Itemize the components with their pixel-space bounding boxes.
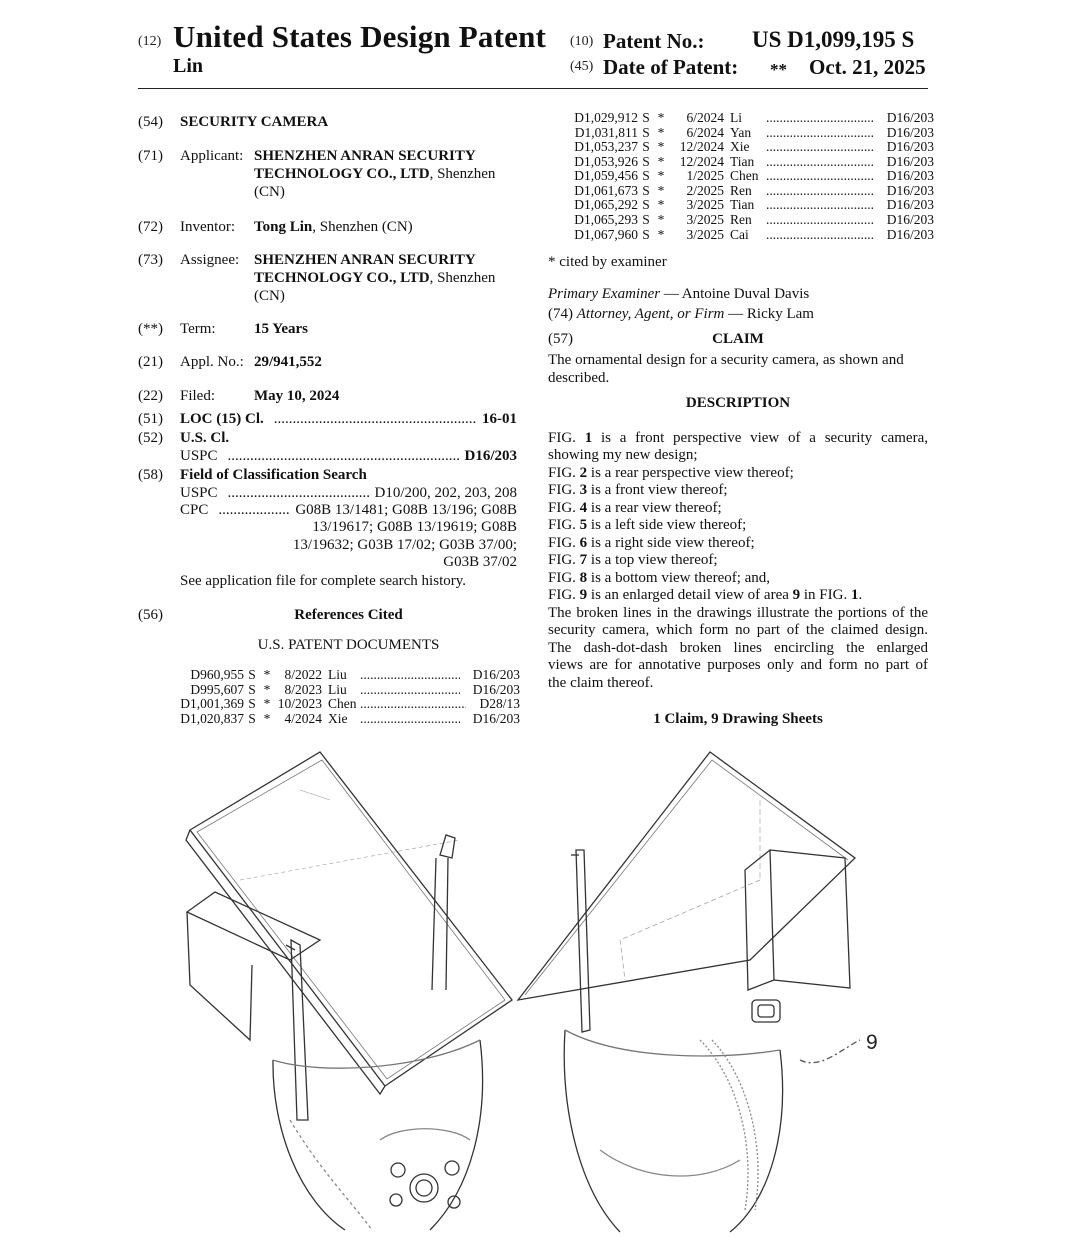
ref-date: 4/2024 [284, 711, 322, 726]
broken-lines-text-4: views are for annotative purposes only and form no part of [548, 657, 928, 673]
ref-date: 10/2023 [277, 696, 322, 711]
applicant-company: TECHNOLOGY CO., LTD [254, 166, 430, 182]
claims-sheets-count: 1 Claim, 9 Drawing Sheets [653, 711, 823, 727]
desc-text: FIG. [548, 465, 580, 481]
desc-text: is an enlarged detail view of area [587, 587, 793, 603]
ref-class: D16/203 [886, 125, 934, 140]
loc-label: LOC (15) Cl. [180, 411, 264, 427]
search-cpc-line4: G03B 37/02 [443, 554, 517, 570]
leader-dots [274, 410, 476, 428]
ref-kind: S [642, 227, 650, 242]
description-fig7 [548, 552, 718, 570]
desc-text: in FIG. [800, 587, 851, 603]
date-label: Date of Patent: [603, 55, 739, 79]
ref-kind: S [642, 110, 650, 125]
desc-text: showing my new design; [548, 447, 698, 463]
ref-name: Liu [328, 682, 347, 697]
search-cpc-line2: 13/19617; G08B 13/19619; G08B [312, 519, 517, 535]
code-51: (51) [138, 411, 163, 427]
desc-text: FIG. [548, 587, 580, 603]
code-term: (**) [138, 321, 163, 337]
attorney-label: Attorney, Agent, or Firm [576, 306, 725, 322]
header-divider [138, 88, 928, 89]
ref-star: * [263, 682, 271, 697]
leader-dots [766, 213, 874, 228]
description-title: DESCRIPTION [685, 395, 791, 411]
reference-row [560, 198, 934, 213]
leader-dots [360, 712, 460, 727]
examiner-name: — Antoine Duval Davis [660, 286, 810, 302]
search-cpc-line3: 13/19632; G03B 17/02; G03B 37/00; [292, 537, 517, 553]
leader-dots [766, 155, 874, 170]
ref-star: * [657, 154, 665, 169]
code-12: (12) [138, 34, 162, 49]
claim-title: CLAIM [712, 331, 764, 347]
code-21: (21) [138, 354, 163, 370]
ref-name: Xie [730, 139, 750, 154]
code-57: (57) [548, 331, 573, 347]
assignee-label: Assignee: [180, 252, 240, 268]
ref-kind: S [248, 667, 256, 682]
term-label: Term: [180, 321, 216, 337]
leader-dots [766, 126, 874, 141]
ref-name: Chen [328, 696, 357, 711]
code-56: (56) [138, 607, 163, 623]
design-title: SECURITY CAMERA [180, 114, 329, 130]
patent-header [0, 0, 1080, 90]
broken-lines-text-3: The dash-dot-dash broken lines encircling the enlarged [548, 640, 928, 656]
us-patent-documents-title: U.S. PATENT DOCUMENTS [257, 637, 440, 653]
fig-number: 3 [579, 482, 588, 498]
ref-class: D28/13 [479, 696, 520, 711]
ref-date: 6/2024 [686, 125, 724, 140]
description-fig2 [548, 465, 794, 483]
ref-star: * [657, 227, 665, 242]
code-54: (54) [138, 114, 163, 130]
reference-row [560, 169, 934, 184]
description-fig6 [548, 535, 755, 553]
desc-text: is a front perspective view of a security camera, [592, 430, 928, 446]
camera-right-view [518, 752, 860, 1232]
ref-date: 3/2025 [686, 212, 724, 227]
detail-area-label: 9 [866, 1031, 878, 1054]
fig-number: 8 [579, 570, 588, 586]
ref-date: 6/2024 [686, 110, 724, 125]
code-74: (74) [548, 306, 573, 322]
ref-number: D1,059,456 [574, 168, 638, 183]
ref-kind: S [642, 139, 650, 154]
ref-name: Tian [730, 197, 755, 212]
appl-no-label: Appl. No.: [180, 354, 244, 370]
appl-no-value: 29/941,552 [254, 354, 322, 370]
ref-class: D16/203 [886, 168, 934, 183]
code-45: (45) [570, 59, 594, 74]
inventor-surname: Lin [173, 55, 204, 77]
uspc-classification [180, 447, 517, 465]
description-fig1 [548, 430, 928, 448]
assignee-line1: SHENZHEN ANRAN SECURITY [254, 252, 476, 268]
ref-kind: S [642, 197, 650, 212]
desc-text: FIG. [548, 430, 585, 446]
leader-dots [766, 184, 874, 199]
ref-class: D16/203 [886, 197, 934, 212]
code-52: (52) [138, 430, 163, 446]
leader-dots [766, 228, 874, 243]
description-fig1-cont [548, 447, 698, 465]
uspc-label: USPC [180, 448, 218, 464]
claim-text-line1: The ornamental design for a security camera, as shown and [548, 352, 904, 368]
ref-number: D1,053,237 [574, 139, 638, 154]
term-value: 15 Years [254, 321, 309, 337]
leader-dots [766, 169, 874, 184]
desc-text: is a rear perspective view thereof; [587, 465, 794, 481]
patent-date: Oct. 21, 2025 [809, 55, 926, 79]
reference-row [560, 213, 934, 228]
filed-label: Filed: [180, 388, 216, 404]
code-22: (22) [138, 388, 163, 404]
ref-class: D16/203 [472, 667, 520, 682]
ref-star: * [263, 711, 271, 726]
loc-value: 16-01 [482, 411, 517, 427]
code-71: (71) [138, 148, 163, 164]
ref-kind: S [248, 682, 256, 697]
ref-date: 12/2024 [679, 154, 724, 169]
ref-number: D1,053,926 [574, 154, 638, 169]
ref-name: Yan [730, 125, 752, 140]
field-search-label: Field of Classification Search [180, 467, 367, 483]
reference-row [150, 712, 520, 727]
ref-number: D1,067,960 [574, 227, 638, 242]
references-cited-title: References Cited [294, 607, 403, 623]
ref-number: D995,607 [190, 682, 244, 697]
ref-kind: S [642, 212, 650, 227]
leader-dots [360, 668, 460, 683]
ref-kind: S [642, 125, 650, 140]
leader-dots [766, 111, 874, 126]
ref-number: D1,029,912 [574, 110, 638, 125]
ref-name: Chen [730, 168, 759, 183]
date-marker: ** [770, 60, 787, 79]
filed-value: May 10, 2024 [254, 388, 340, 404]
ref-date: 3/2025 [686, 197, 724, 212]
description-fig3 [548, 482, 728, 500]
assignee-company: TECHNOLOGY CO., LTD [254, 270, 430, 286]
leader-dots [360, 683, 460, 698]
fig-number: 2 [579, 465, 588, 481]
ref-class: D16/203 [886, 227, 934, 242]
fig-number: 7 [579, 552, 588, 568]
desc-text: is a front view thereof; [587, 482, 728, 498]
ref-class: D16/203 [886, 154, 934, 169]
description-fig8 [548, 570, 770, 588]
inventor-name: Tong Lin [254, 219, 313, 235]
fig-number: 4 [579, 500, 588, 516]
us-cl-label: U.S. Cl. [180, 430, 230, 446]
search-uspc-value: D10/200, 202, 203, 208 [374, 485, 517, 501]
ref-class: D16/203 [886, 110, 934, 125]
ref-date: 8/2022 [284, 667, 322, 682]
ref-number: D1,001,369 [180, 696, 244, 711]
desc-text: FIG. [548, 482, 580, 498]
attorney-line [548, 305, 814, 323]
ref-kind: S [248, 711, 256, 726]
code-73: (73) [138, 252, 163, 268]
code-72: (72) [138, 219, 163, 235]
inventor-location: , Shenzhen (CN) [312, 219, 413, 235]
fig-number: 1 [850, 587, 859, 603]
uspc-value: D16/203 [464, 448, 517, 464]
description-fig4 [548, 500, 722, 518]
ref-number: D1,061,673 [574, 183, 638, 198]
leader-dots [228, 484, 369, 502]
ref-name: Cai [730, 227, 749, 242]
desc-text: is a top view thereof; [587, 552, 718, 568]
broken-lines-text-2: security camera, which form no part of the claimed design. [548, 622, 928, 638]
claim-text-line2: described. [548, 370, 610, 386]
ref-star: * [657, 139, 665, 154]
inventor-label: Inventor: [180, 219, 235, 235]
ref-date: 3/2025 [686, 227, 724, 242]
ref-date: 1/2025 [686, 168, 724, 183]
desc-text: is a left side view thereof; [587, 517, 747, 533]
ref-class: D16/203 [886, 212, 934, 227]
broken-lines-text-5: the claim thereof. [548, 675, 654, 691]
desc-text: is a right side view thereof; [587, 535, 755, 551]
leader-dots [228, 447, 459, 465]
examiner-label: Primary Examiner [548, 286, 661, 302]
applicant-line2 [254, 165, 495, 183]
search-cpc [180, 501, 517, 519]
ref-star: * [263, 667, 271, 682]
ref-number: D1,031,811 [574, 125, 638, 140]
search-cpc-label: CPC [180, 502, 209, 518]
applicant-label: Applicant: [180, 148, 244, 164]
leader-dots [766, 198, 874, 213]
applicant-city: , Shenzhen [429, 166, 496, 182]
leader-dots [766, 140, 874, 155]
applicant-line1: SHENZHEN ANRAN SECURITY [254, 148, 476, 164]
search-uspc-label: USPC [180, 485, 218, 501]
search-cpc-line1: G08B 13/1481; G08B 13/196; G08B [295, 502, 517, 518]
area-number: 9 [792, 587, 801, 603]
leader-dots [218, 501, 289, 519]
ref-name: Xie [328, 711, 348, 726]
ref-date: 8/2023 [284, 682, 322, 697]
patent-type-title: United States Design Patent [173, 19, 547, 54]
reference-row [560, 228, 934, 243]
fig-number: 5 [579, 517, 588, 533]
desc-text: FIG. [548, 500, 580, 516]
desc-text: FIG. [548, 552, 580, 568]
ref-star: * [657, 183, 665, 198]
ref-name: Liu [328, 667, 347, 682]
primary-examiner [548, 285, 809, 303]
desc-text: . [858, 587, 863, 603]
code-10: (10) [570, 34, 594, 49]
ref-name: Li [730, 110, 742, 125]
assignee-country: (CN) [254, 288, 285, 304]
search-history-note: See application file for complete search history. [180, 573, 467, 589]
ref-class: D16/203 [886, 139, 934, 154]
broken-lines-text-1: The broken lines in the drawings illustrate the portions of the [548, 605, 928, 621]
ref-date: 2/2025 [686, 183, 724, 198]
ref-name: Tian [730, 154, 755, 169]
attorney-name: — Ricky Lam [724, 306, 814, 322]
leader-dots [360, 697, 466, 712]
ref-kind: S [642, 183, 650, 198]
ref-star: * [657, 197, 665, 212]
ref-star: * [263, 696, 271, 711]
desc-text: is a rear view thereof; [587, 500, 722, 516]
ref-kind: S [642, 154, 650, 169]
camera-left-view [186, 752, 512, 1230]
search-uspc [180, 484, 517, 502]
ref-number: D960,955 [190, 667, 244, 682]
description-fig9 [548, 587, 862, 605]
ref-kind: S [642, 168, 650, 183]
assignee-line2 [254, 269, 495, 287]
patent-no-label: Patent No.: [603, 29, 705, 53]
ref-number: D1,065,293 [574, 212, 638, 227]
fig-number: 6 [579, 535, 588, 551]
ref-star: * [657, 212, 665, 227]
applicant-country: (CN) [254, 184, 285, 200]
inventor-value [254, 218, 413, 236]
fig-number: 1 [584, 430, 593, 446]
desc-text: is a bottom view thereof; and, [587, 570, 771, 586]
ref-number: D1,020,837 [180, 711, 244, 726]
assignee-city: , Shenzhen [429, 270, 496, 286]
ref-class: D16/203 [472, 682, 520, 697]
code-58: (58) [138, 467, 163, 483]
reference-row [150, 697, 520, 712]
reference-row [560, 111, 934, 126]
desc-text: FIG. [548, 535, 580, 551]
patent-number: US D1,099,195 S [752, 27, 915, 52]
loc-classification [180, 410, 517, 428]
ref-star: * [657, 168, 665, 183]
ref-date: 12/2024 [679, 139, 724, 154]
reference-row [150, 668, 520, 683]
reference-row [560, 140, 934, 155]
ref-class: D16/203 [472, 711, 520, 726]
ref-number: D1,065,292 [574, 197, 638, 212]
desc-text: FIG. [548, 517, 580, 533]
ref-name: Ren [730, 183, 752, 198]
desc-text: FIG. [548, 570, 580, 586]
ref-kind: S [248, 696, 256, 711]
ref-name: Ren [730, 212, 752, 227]
ref-star: * [657, 110, 665, 125]
fig-number: 9 [579, 587, 588, 603]
ref-class: D16/203 [886, 183, 934, 198]
description-fig5 [548, 517, 746, 535]
ref-star: * [657, 125, 665, 140]
cited-by-examiner-note: * cited by examiner [548, 254, 667, 270]
